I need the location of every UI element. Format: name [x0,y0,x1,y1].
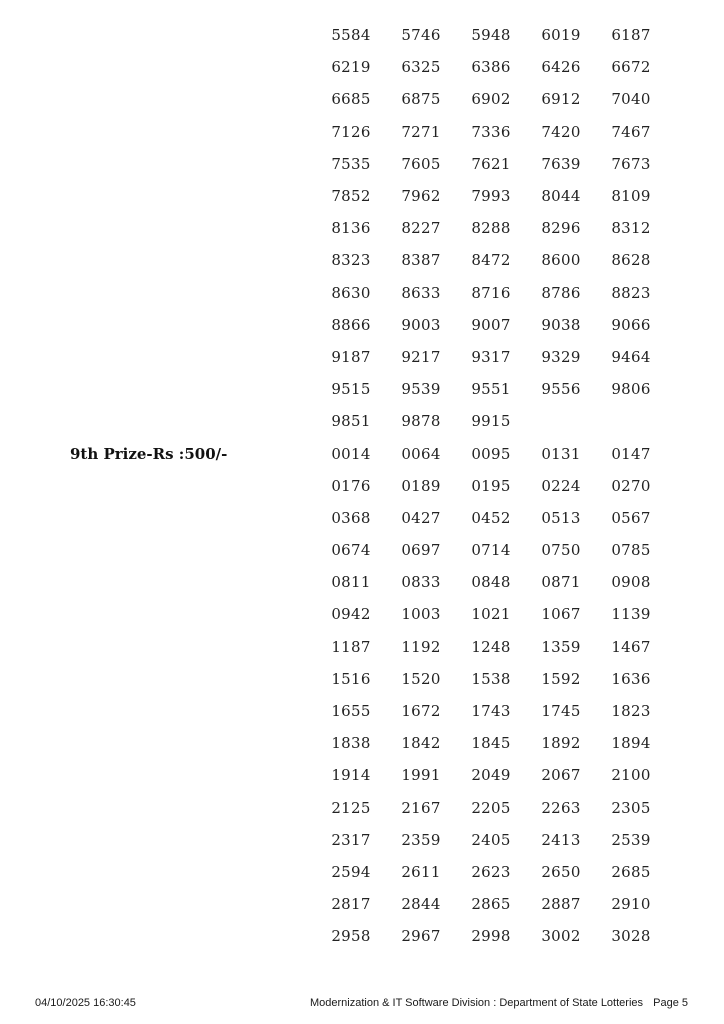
prize-number: 1359 [541,637,581,656]
prize-number: 1021 [471,605,511,624]
prize-number: 6187 [611,26,651,45]
prize-number: 0131 [541,444,581,463]
number-row [0,277,724,309]
prize-number: 1655 [331,702,371,721]
number-row [0,695,724,727]
number-row [0,792,724,824]
prize-number: 6386 [471,58,511,77]
prize-number: 0942 [331,605,371,624]
prize-number: 1003 [401,605,441,624]
prize-number: 8630 [331,283,371,302]
prize-number: 7673 [611,154,651,173]
number-row [0,663,724,695]
prize-number: 6325 [401,58,441,77]
prize-number: 2650 [541,862,581,881]
prize-number: 2539 [611,830,651,849]
number-row [0,341,724,373]
prize-number: 0452 [471,508,511,527]
number-row [0,727,724,759]
prize-number: 6426 [541,58,581,77]
prize-number: 2167 [401,798,441,817]
footer-division-text: Modernization & IT Software Division : Department of State Lotteries [310,997,644,1009]
prize-tier-label: 9th Prize-Rs :500/- [70,444,228,463]
prize-number: 8628 [611,251,651,270]
prize-number: 2049 [471,766,511,785]
prize-number: 9539 [401,380,441,399]
prize-number: 7993 [471,187,511,206]
prize-number: 2263 [541,798,581,817]
number-row [0,19,724,51]
prize-number: 8136 [331,219,371,238]
prize-number: 8866 [331,315,371,334]
prize-number: 3028 [611,927,651,946]
prize-number: 8823 [611,283,651,302]
prize-number: 2623 [471,862,511,881]
prize-number: 2067 [541,766,581,785]
prize-number: 9464 [611,347,651,366]
prize-number: 2998 [471,927,511,946]
number-row [0,470,724,502]
prize-number: 1187 [331,637,371,656]
prize-number: 9329 [541,347,581,366]
number-row [0,566,724,598]
prize-number: 0195 [471,476,511,495]
prize-number: 1743 [471,702,511,721]
page-footer [0,996,724,1012]
prize-number: 1672 [401,702,441,721]
prize-number: 9806 [611,380,651,399]
prize-number: 1592 [541,669,581,688]
prize-number: 5948 [471,26,511,45]
prize-number: 0848 [471,573,511,592]
prize-number: 9003 [401,315,441,334]
prize-number: 0176 [331,476,371,495]
number-row [0,148,724,180]
prize-number: 6672 [611,58,651,77]
prize-number: 9878 [401,412,441,431]
prize-number: 0908 [611,573,651,592]
prize-number: 5584 [331,26,371,45]
prize-number: 0811 [331,573,371,592]
number-row [0,309,724,341]
prize-number: 7621 [471,154,511,173]
prize-number: 1139 [611,605,651,624]
prize-number: 9556 [541,380,581,399]
prize-number: 9007 [471,315,511,334]
prize-number: 0567 [611,508,651,527]
prize-number: 2967 [401,927,441,946]
prize-number: 0224 [541,476,581,495]
footer-timestamp: 04/10/2025 16:30:45 [35,997,136,1009]
prize-number: 5746 [401,26,441,45]
number-row [0,824,724,856]
prize-number: 0697 [401,541,441,560]
prize-number: 2685 [611,862,651,881]
prize-number: 8288 [471,219,511,238]
prize-number: 2887 [541,895,581,914]
prize-number: 2317 [331,830,371,849]
number-row [0,373,724,405]
prize-number: 8312 [611,219,651,238]
number-row [0,759,724,791]
prize-number: 0785 [611,541,651,560]
prize-number: 0064 [401,444,441,463]
prize-number: 2359 [401,830,441,849]
prize-number: 9187 [331,347,371,366]
prize-number: 1067 [541,605,581,624]
prize-number: 7336 [471,122,511,141]
prize-number: 9066 [611,315,651,334]
prize-number: 7962 [401,187,441,206]
prize-number: 7467 [611,122,651,141]
prize-number: 1248 [471,637,511,656]
prize-number: 0014 [331,444,371,463]
prize-number: 0270 [611,476,651,495]
prize-number: 2100 [611,766,651,785]
prize-number: 9915 [471,412,511,431]
prize-number: 1991 [401,766,441,785]
number-row [0,502,724,534]
prize-number: 9217 [401,347,441,366]
prize-number: 8044 [541,187,581,206]
prize-number: 7639 [541,154,581,173]
prize-number: 0513 [541,508,581,527]
prize-number: 2205 [471,798,511,817]
prize-number: 1636 [611,669,651,688]
prize-number: 0095 [471,444,511,463]
prize-number: 1892 [541,734,581,753]
prize-number: 0714 [471,541,511,560]
footer-page-number: Page 5 [653,997,688,1009]
prize-number: 0833 [401,573,441,592]
prize-number: 1894 [611,734,651,753]
prize-number: 0427 [401,508,441,527]
prize-number: 8716 [471,283,511,302]
prize-number: 6902 [471,90,511,109]
number-row [0,598,724,630]
number-row [0,51,724,83]
prize-number: 1192 [401,637,441,656]
prize-number: 0674 [331,541,371,560]
prize-number: 1516 [331,669,371,688]
number-row [0,920,724,952]
prize-number: 0368 [331,508,371,527]
prize-number: 2865 [471,895,511,914]
prize-number-grid [0,19,724,952]
prize-number: 0147 [611,444,651,463]
number-row [0,631,724,663]
prize-number: 7126 [331,122,371,141]
prize-number: 2611 [401,862,441,881]
prize-number: 2594 [331,862,371,881]
prize-number: 9317 [471,347,511,366]
prize-number: 8323 [331,251,371,270]
prize-number: 1467 [611,637,651,656]
prize-number: 2413 [541,830,581,849]
prize-number: 8227 [401,219,441,238]
prize-number: 7535 [331,154,371,173]
prize-number: 7040 [611,90,651,109]
prize-number: 6685 [331,90,371,109]
prize-number: 8600 [541,251,581,270]
number-row [0,534,724,566]
prize-number: 8472 [471,251,511,270]
prize-number: 0189 [401,476,441,495]
number-row [0,437,724,469]
number-row [0,83,724,115]
prize-number: 9551 [471,380,511,399]
prize-number: 2125 [331,798,371,817]
prize-number: 9515 [331,380,371,399]
prize-number: 9038 [541,315,581,334]
prize-number: 1823 [611,702,651,721]
prize-number: 1745 [541,702,581,721]
prize-number: 2305 [611,798,651,817]
prize-number: 6219 [331,58,371,77]
prize-number: 1838 [331,734,371,753]
prize-number: 8786 [541,283,581,302]
prize-number: 1845 [471,734,511,753]
prize-number: 2958 [331,927,371,946]
prize-number: 8296 [541,219,581,238]
number-row [0,212,724,244]
number-row [0,116,724,148]
prize-number: 8633 [401,283,441,302]
prize-number: 6019 [541,26,581,45]
prize-number: 9851 [331,412,371,431]
prize-number: 1842 [401,734,441,753]
number-row [0,180,724,212]
prize-number: 3002 [541,927,581,946]
number-row [0,856,724,888]
prize-number: 0750 [541,541,581,560]
prize-number: 2910 [611,895,651,914]
prize-number: 1520 [401,669,441,688]
prize-number: 6912 [541,90,581,109]
prize-number: 7605 [401,154,441,173]
number-row [0,888,724,920]
prize-number: 7852 [331,187,371,206]
prize-number: 0871 [541,573,581,592]
prize-number: 8109 [611,187,651,206]
number-row [0,244,724,276]
prize-number: 7420 [541,122,581,141]
prize-number: 1914 [331,766,371,785]
number-row [0,405,724,437]
prize-number: 2817 [331,895,371,914]
prize-number: 1538 [471,669,511,688]
prize-number: 2844 [401,895,441,914]
prize-number: 7271 [401,122,441,141]
prize-number: 8387 [401,251,441,270]
prize-number: 6875 [401,90,441,109]
prize-number: 2405 [471,830,511,849]
